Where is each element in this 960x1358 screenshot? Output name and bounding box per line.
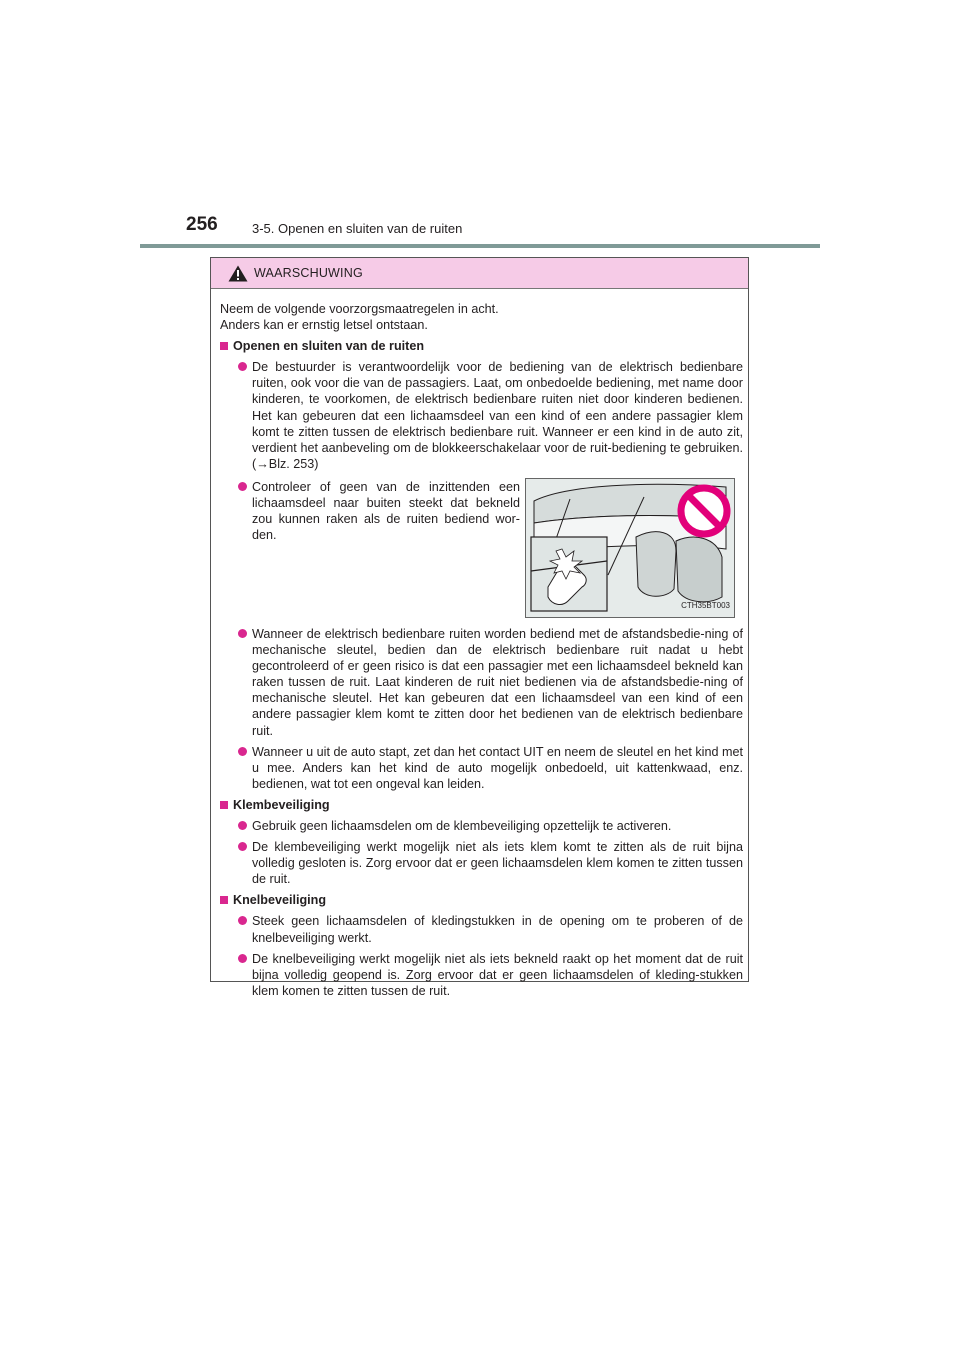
dot-bullet-icon bbox=[238, 821, 247, 830]
list-item-text: De knelbeveiliging werkt mogelijk niet als iets bekneld raakt op het moment dat de ruit bijna volledig geopend is. Zorg ervoor dat er geen lichaamsdelen of kleding-stukken klem komen te zitten tussen de ruit. bbox=[252, 951, 743, 998]
square-bullet-icon bbox=[220, 342, 228, 350]
warning-header bbox=[211, 258, 748, 289]
list-item-text: De bestuurder is verantwoordelijk voor de bediening van de elektrisch bedienbare ruiten, ook voor die van de passagiers. Laat, om onbedoelde bediening, met name door kinderen, te voorkomen, de elektrisch bedienbare ruiten niet door kinderen bedienen. Het kan gebeuren dat een lichaamsdeel van een kind of een andere passagier klem komt te zitten tussen de elektrisch bedienbare ruit. Wanneer er een kind in de auto zit, verdient het aanbeveling om de blokkeerschakelaar voor de ruit-bediening te gebruiken. (→Blz. 253) bbox=[252, 360, 743, 471]
section-title: 3-5. Openen en sluiten van de ruiten bbox=[252, 221, 463, 236]
header-rule bbox=[140, 244, 820, 248]
list-item bbox=[220, 479, 520, 543]
dot-bullet-icon bbox=[238, 842, 247, 851]
dot-bullet-icon bbox=[238, 362, 247, 371]
warning-title: WAARSCHUWING bbox=[254, 266, 363, 280]
section-heading-text: Klembeveiliging bbox=[233, 797, 330, 812]
list-item bbox=[220, 359, 743, 472]
square-bullet-icon bbox=[220, 896, 228, 904]
warning-intro-line: Neem de volgende voorzorgsmaatregelen in acht. bbox=[220, 302, 499, 316]
dot-bullet-icon bbox=[238, 916, 247, 925]
dot-bullet-icon bbox=[238, 747, 247, 756]
car-window-hand-illustration bbox=[526, 479, 734, 617]
figure-code: CTH35BT003 bbox=[681, 600, 730, 610]
list-item bbox=[220, 913, 743, 945]
list-item-text: Steek geen lichaamsdelen of kledingstukken in de opening om te proberen of de knelbeveiliging werkt. bbox=[252, 914, 743, 945]
dot-bullet-icon bbox=[238, 629, 247, 638]
warning-box bbox=[210, 257, 749, 998]
list-item-text: Gebruik geen lichaamsdelen om de klembeveiliging opzettelijk te activeren. bbox=[252, 818, 672, 833]
dot-bullet-icon bbox=[238, 482, 247, 491]
list-item-with-figure bbox=[220, 479, 743, 621]
warning-triangle-icon bbox=[228, 265, 248, 282]
section-heading-text: Openen en sluiten van de ruiten bbox=[233, 339, 425, 354]
list-item-text: De klembeveiliging werkt mogelijk niet als iets klem komt te zitten als de ruit bijna volledig gesloten is. Zorg ervoor dat er geen lichaamsdelen klem komen te zitten tussen de ruit. bbox=[252, 840, 743, 887]
page-number: 256 bbox=[186, 214, 218, 235]
list-item-text: Wanneer u uit de auto stapt, zet dan het contact UIT en neem de sleutel en het kind met u mee. Anders kan het kind de auto mogelijk onbedoeld, uit kattenkwaad, enz. bedienen, wat tot een ongeval kan leiden. bbox=[252, 744, 743, 791]
section-heading bbox=[220, 892, 743, 908]
section-heading-text: Knelbeveiliging bbox=[233, 893, 327, 908]
window-pinch-illustration bbox=[525, 478, 735, 618]
list-item-text: Controleer of geen van de inzittenden een lichaamsdeel naar buiten steekt dat bekneld zou kunnen raken als de ruiten bediend wor-den. bbox=[252, 479, 520, 543]
list-item bbox=[220, 951, 743, 999]
list-item-text: Wanneer de elektrisch bedienbare ruiten worden bediend met de afstandsbedie-ning of mechanische sleutel, bedien dan de elektrisch bedienbare ruit nadat u hebt gecontroleerd of er geen risico is dat een passagier met een lichaamsdeel bekneld kan raken tussen de ruit. Laat kinderen de ruit niet bedienen via de afstandsbedie-ning of mechanische sleutel. Het kan gebeuren dat een lichaamsdeel van een kind of een andere passagier klem komt te zitten door het bedienen van de elektrisch bedienbare ruit. bbox=[252, 626, 743, 738]
list-item bbox=[220, 818, 743, 834]
section-heading bbox=[220, 338, 743, 354]
dot-bullet-icon bbox=[238, 954, 247, 963]
square-bullet-icon bbox=[220, 801, 228, 809]
warning-intro-line: Anders kan er ernstig letsel ontstaan. bbox=[220, 318, 428, 333]
section-heading bbox=[220, 797, 743, 813]
list-item bbox=[220, 626, 743, 739]
warning-body bbox=[220, 301, 743, 999]
list-item bbox=[220, 744, 743, 792]
list-item bbox=[220, 839, 743, 887]
